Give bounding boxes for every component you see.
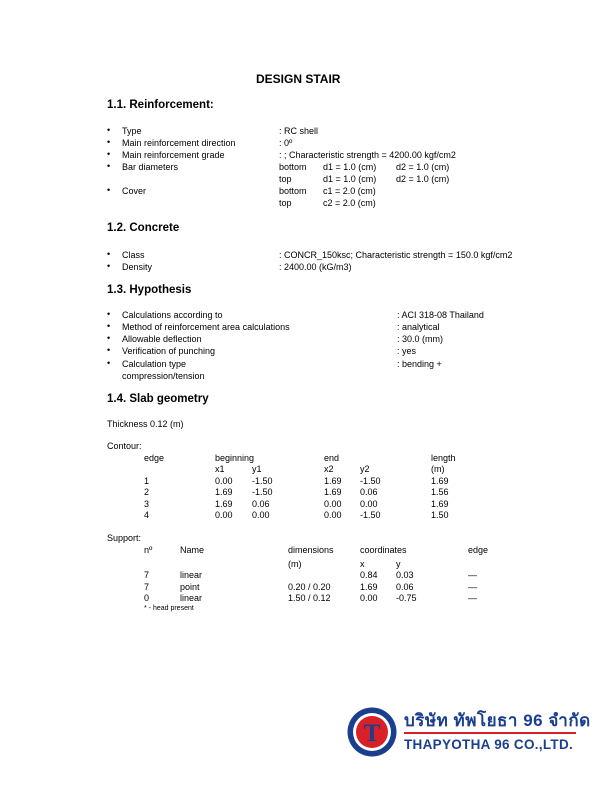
reinforcement-label: • Bar diameters xyxy=(122,162,178,172)
contour-x2: 1.69 xyxy=(324,476,342,486)
reinforcement-label: • Main reinforcement grade xyxy=(122,150,225,160)
contour-length: 1.69 xyxy=(431,499,449,509)
contour-y2: -1.50 xyxy=(360,476,381,486)
support-name: linear xyxy=(180,593,203,603)
company-name-english: THAPYOTHA 96 CO.,LTD. xyxy=(404,737,574,752)
support-dimensions: 1.50 / 0.12 xyxy=(288,593,331,603)
support-y: 0.03 xyxy=(396,570,414,580)
contour-x2: 1.69 xyxy=(324,487,342,497)
contour-edge: 4 xyxy=(144,510,150,520)
reinforcement-value: : ; Characteristic strength = 4200.00 kgf/cm2 xyxy=(279,150,456,160)
section-heading-reinforcement: 1.1. Reinforcement: xyxy=(107,99,214,111)
contour-header-length: length xyxy=(431,453,456,463)
contour-y1: -1.50 xyxy=(252,476,273,486)
contour-y2: -1.50 xyxy=(360,510,381,520)
contour-y1: -1.50 xyxy=(252,487,273,497)
support-no: 7 xyxy=(144,570,150,580)
contour-edge: 2 xyxy=(144,487,150,497)
hypothesis-value: : 30.0 (mm) xyxy=(397,334,444,344)
emblem-letter: T xyxy=(363,720,381,747)
support-subheader-x: x xyxy=(360,559,365,569)
support-header-name: Name xyxy=(180,545,205,555)
contour-subheader-unit: (m) xyxy=(431,464,445,474)
support-header-no: nº xyxy=(144,545,153,555)
support-footnote: * - head present xyxy=(144,605,194,612)
contour-x2: 0.00 xyxy=(324,510,342,520)
hypothesis-continuation: compression/tension xyxy=(122,371,205,381)
contour-edge: 1 xyxy=(144,476,150,486)
contour-label: Contour: xyxy=(107,441,142,451)
section-heading-geometry: 1.4. Slab geometry xyxy=(107,393,209,405)
support-edge: — xyxy=(468,593,477,603)
contour-subheader-x1: x1 xyxy=(215,464,225,474)
bar-position: bottom xyxy=(279,162,307,172)
contour-x1: 0.00 xyxy=(215,476,233,486)
hypothesis-label: • Method of reinforcement area calculations xyxy=(122,322,290,332)
support-header-coordinates: coordinates xyxy=(360,545,407,555)
contour-length: 1.50 xyxy=(431,510,449,520)
contour-y2: 0.00 xyxy=(360,499,378,509)
bar-position: top xyxy=(279,174,292,184)
support-y: 0.06 xyxy=(396,582,414,592)
support-y: -0.75 xyxy=(396,593,417,603)
contour-header-end: end xyxy=(324,453,340,463)
contour-y1: 0.06 xyxy=(252,499,270,509)
support-edge: — xyxy=(468,570,477,580)
contour-length: 1.69 xyxy=(431,476,449,486)
contour-x1: 1.69 xyxy=(215,499,233,509)
contour-subheader-x2: x2 xyxy=(324,464,334,474)
hypothesis-label: • Allowable deflection xyxy=(122,334,202,344)
reinforcement-label: • Type xyxy=(122,126,142,136)
contour-subheader-y1: y1 xyxy=(252,464,262,474)
contour-subheader-y2: y2 xyxy=(360,464,370,474)
thickness-text: Thickness 0.12 (m) xyxy=(107,419,184,429)
bar-d2: d2 = 1.0 (cm) xyxy=(396,162,450,172)
contour-length: 1.56 xyxy=(431,487,449,497)
hypothesis-value: : yes xyxy=(397,346,417,356)
support-no: 0 xyxy=(144,593,150,603)
support-no: 7 xyxy=(144,582,150,592)
contour-x1: 1.69 xyxy=(215,487,233,497)
contour-edge: 3 xyxy=(144,499,150,509)
hypothesis-value: : analytical xyxy=(397,322,440,332)
bar-d1: d1 = 1.0 (cm) xyxy=(323,162,377,172)
concrete-value: : 2400.00 (kG/m3) xyxy=(279,262,352,272)
cover-position: top xyxy=(279,198,292,208)
support-subheader-unit: (m) xyxy=(288,559,302,569)
cover-value: c2 = 2.0 (cm) xyxy=(323,198,376,208)
contour-y1: 0.00 xyxy=(252,510,270,520)
contour-header-edge: edge xyxy=(144,453,165,463)
bar-d1: d1 = 1.0 (cm) xyxy=(323,174,377,184)
reinforcement-value: : RC shell xyxy=(279,126,319,136)
reinforcement-label: • Cover xyxy=(122,186,146,196)
cover-value: c1 = 2.0 (cm) xyxy=(323,186,376,196)
support-subheader-y: y xyxy=(396,559,401,569)
concrete-value: : CONCR_150ksc; Characteristic strength = 150.0 kgf/cm2 xyxy=(279,250,513,260)
support-x: 0.00 xyxy=(360,593,378,603)
concrete-label: • Density xyxy=(122,262,152,272)
cover-position: bottom xyxy=(279,186,307,196)
support-header-dimensions: dimensions xyxy=(288,545,334,555)
support-dimensions: 0.20 / 0.20 xyxy=(288,582,331,592)
section-heading-concrete: 1.2. Concrete xyxy=(107,222,180,234)
bar-d2: d2 = 1.0 (cm) xyxy=(396,174,450,184)
support-name: point xyxy=(180,582,200,592)
support-x: 1.69 xyxy=(360,582,378,592)
contour-x2: 0.00 xyxy=(324,499,342,509)
contour-header-beginning: beginning xyxy=(215,453,255,463)
logo-divider xyxy=(404,732,576,734)
reinforcement-value: : 0º xyxy=(279,138,293,148)
hypothesis-value: : ACI 318-08 Thailand xyxy=(397,310,484,320)
page-title: DESIGN STAIR xyxy=(256,72,341,86)
contour-x1: 0.00 xyxy=(215,510,233,520)
hypothesis-label: • Verification of punching xyxy=(122,346,215,356)
company-emblem-icon xyxy=(346,706,398,758)
reinforcement-label: • Main reinforcement direction xyxy=(122,138,236,148)
hypothesis-label: • Calculation type xyxy=(122,359,186,369)
support-header-edge: edge xyxy=(468,545,489,555)
support-name: linear xyxy=(180,570,203,580)
support-edge: — xyxy=(468,582,477,592)
hypothesis-label: • Calculations according to xyxy=(122,310,223,320)
support-x: 0.84 xyxy=(360,570,378,580)
company-name-thai: บริษัท ทัพโยธา 96 จำกัด xyxy=(404,711,591,730)
concrete-label: • Class xyxy=(122,250,145,260)
contour-y2: 0.06 xyxy=(360,487,378,497)
hypothesis-value: : bending + xyxy=(397,359,442,369)
section-heading-hypothesis: 1.3. Hypothesis xyxy=(107,284,192,296)
support-label: Support: xyxy=(107,533,142,543)
